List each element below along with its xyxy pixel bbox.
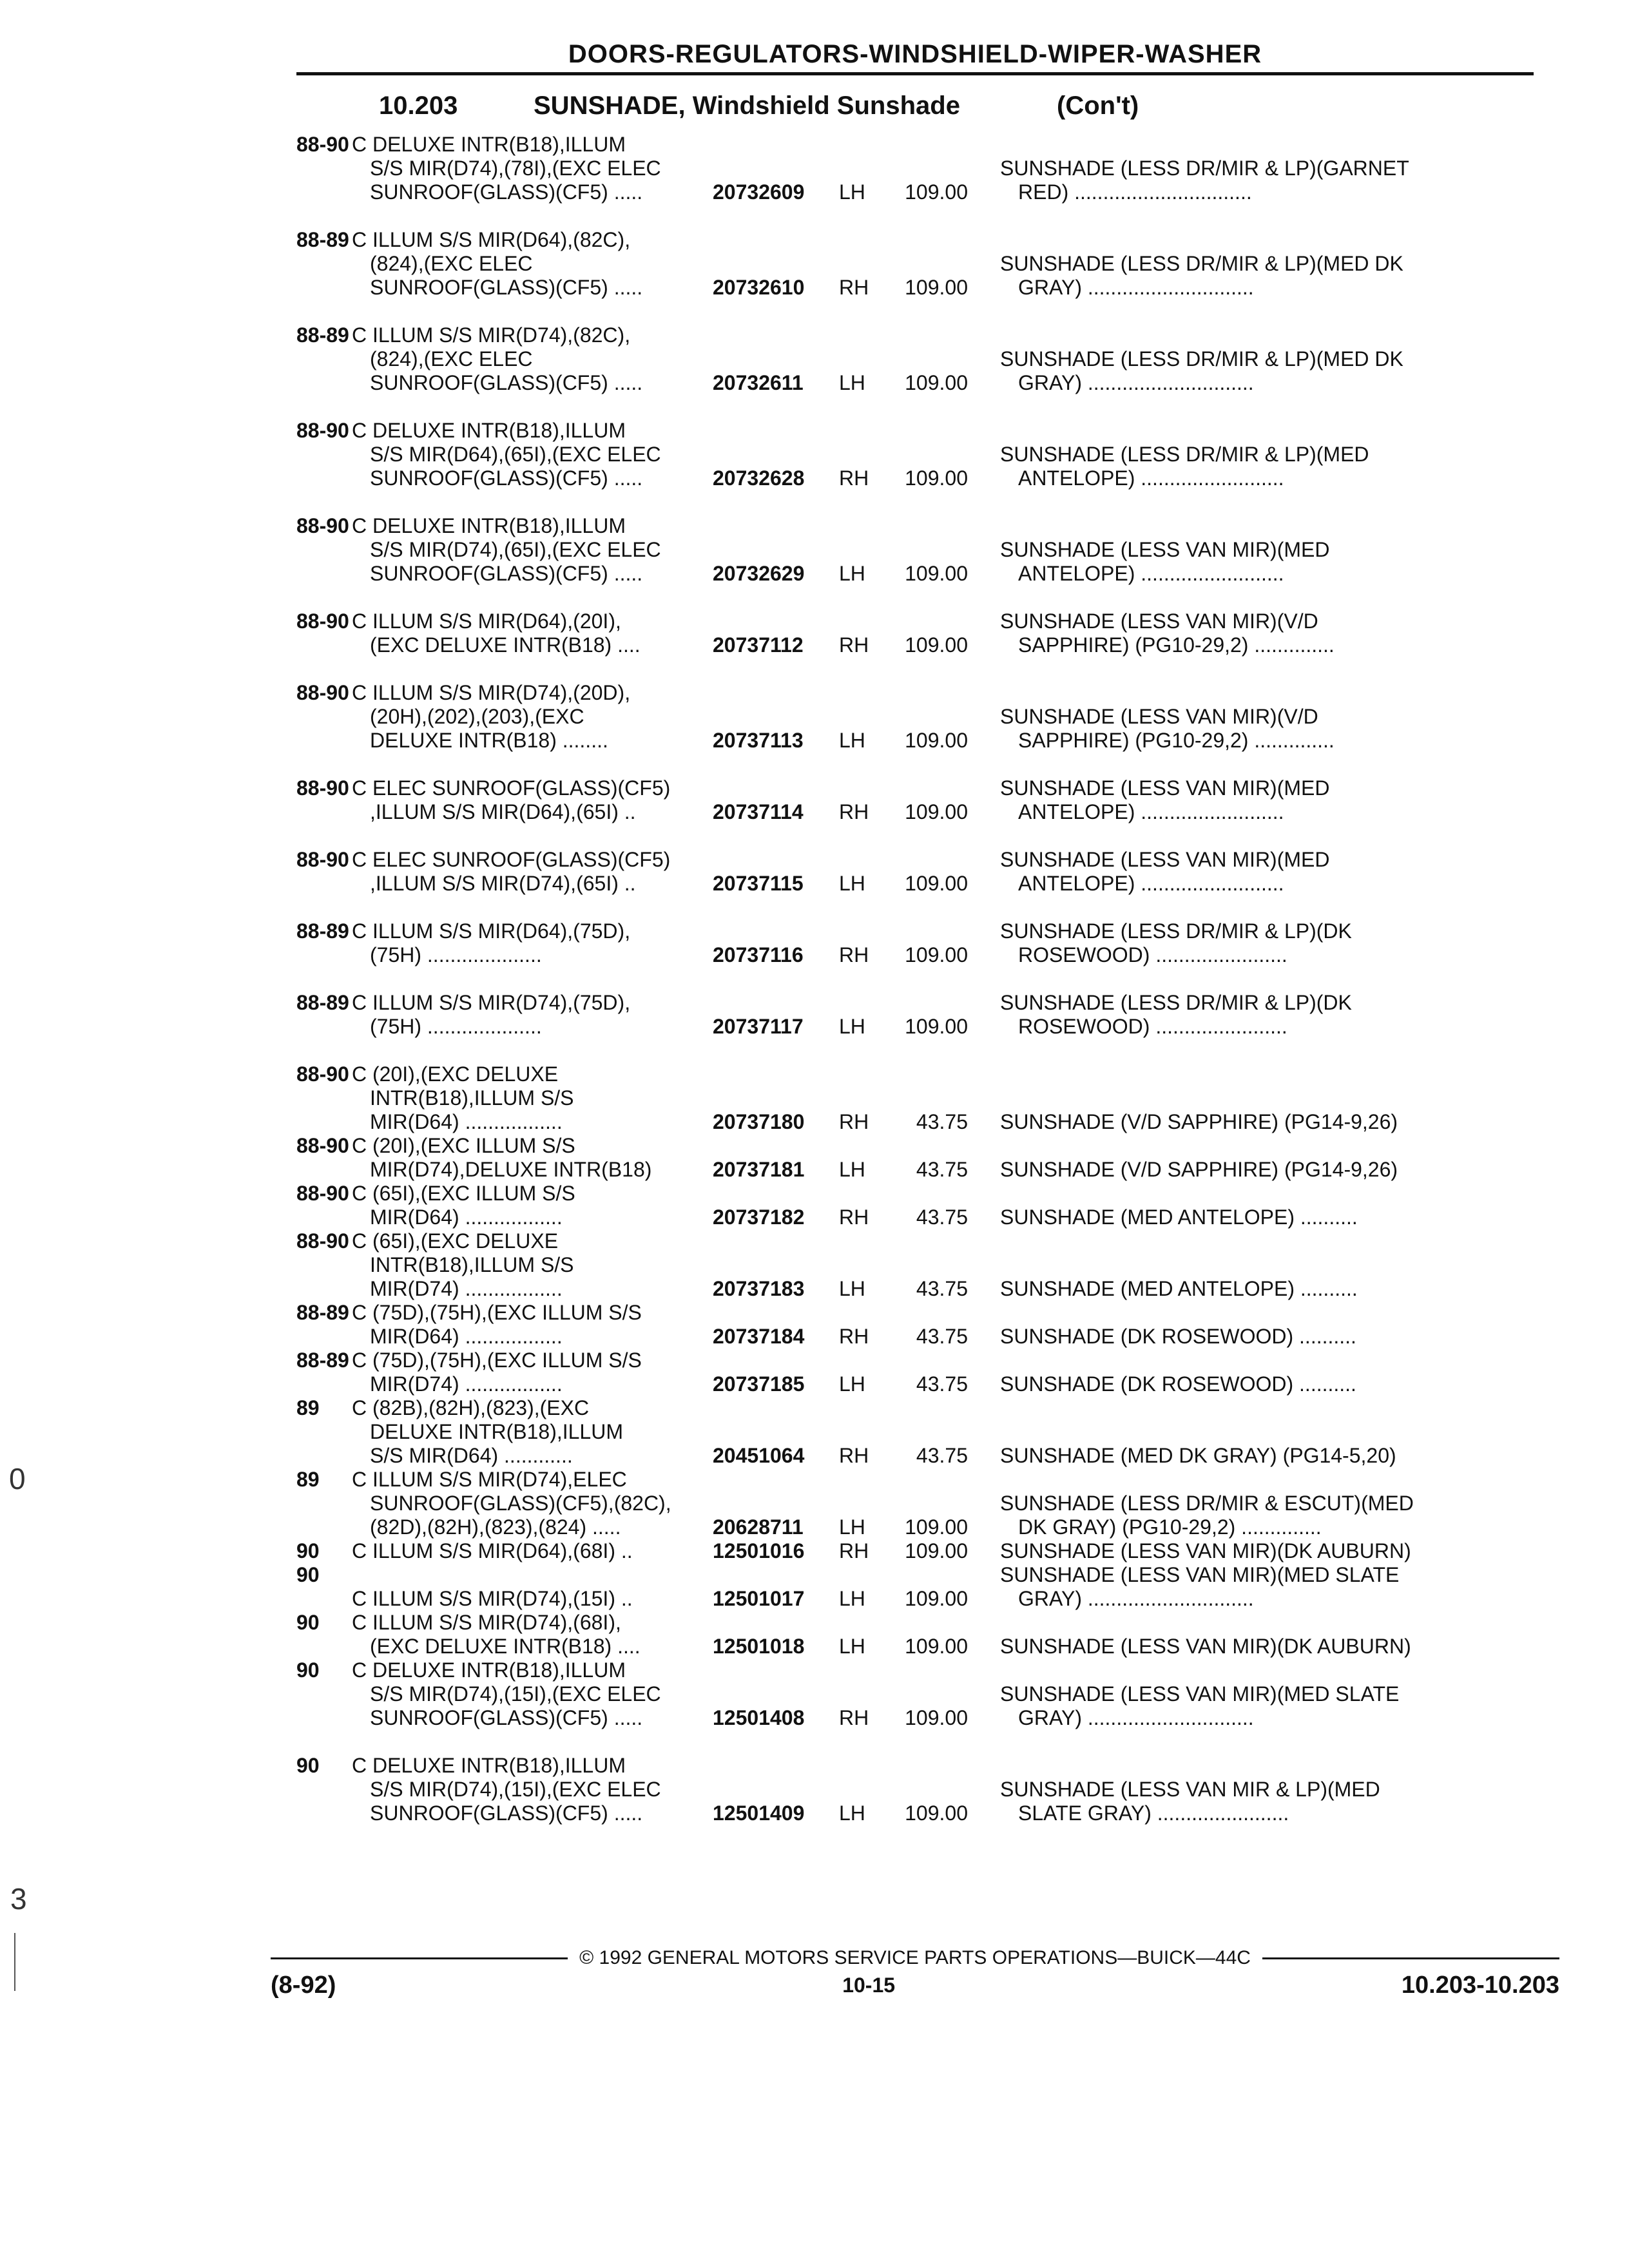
parts-row — [296, 1349, 1559, 1396]
part-number: 20737115 — [713, 872, 804, 895]
price: 109.00 — [905, 633, 968, 657]
usage-line: C ILLUM S/S MIR(D74),(20D), — [352, 681, 631, 704]
part-name-line: ROSEWOOD) ....................... — [1018, 943, 1287, 966]
usage-description — [352, 419, 713, 490]
part-name-line: ANTELOPE) ......................... — [1018, 872, 1284, 895]
price: 43.75 — [916, 1158, 968, 1181]
part-name-line: SUNSHADE (DK ROSEWOOD) .......... — [1000, 1325, 1356, 1348]
usage-description — [352, 848, 713, 896]
usage-line: INTR(B18),ILLUM S/S — [370, 1086, 574, 1110]
part-number: 12501409 — [713, 1802, 805, 1825]
usage-line: (75H) .................... — [370, 943, 542, 966]
price: 109.00 — [905, 1706, 968, 1729]
usage-line: C ILLUM S/S MIR(D74),(68I), — [352, 1611, 621, 1634]
parts-row — [296, 1229, 1559, 1301]
usage-description — [352, 991, 713, 1039]
side: LH — [839, 872, 865, 895]
part-number: 20737113 — [713, 729, 804, 752]
price: 109.00 — [905, 1515, 968, 1539]
usage-description — [352, 1539, 713, 1563]
part-number: 20737114 — [713, 800, 804, 823]
part-name-line: SUNSHADE (MED ANTELOPE) .......... — [1000, 1206, 1358, 1229]
usage-description — [352, 514, 713, 586]
usage-description — [352, 1396, 713, 1468]
usage-line: C ELEC SUNROOF(GLASS)(CF5) — [352, 848, 671, 871]
part-number: 12501017 — [713, 1587, 805, 1610]
parts-row — [296, 1539, 1559, 1563]
part-name-line: ANTELOPE) ......................... — [1018, 562, 1284, 585]
usage-line: S/S MIR(D64) ............ — [370, 1444, 573, 1467]
model-years: 90 — [296, 1754, 320, 1777]
side: RH — [839, 1706, 869, 1729]
part-number: 20732629 — [713, 562, 805, 585]
usage-description — [352, 1611, 713, 1658]
usage-line: ,ILLUM S/S MIR(D64),(65I) .. — [370, 800, 636, 823]
margin-mark-3: 3 — [10, 1882, 27, 1916]
price: 43.75 — [916, 1372, 968, 1396]
side: RH — [839, 1325, 869, 1348]
part-name-line: SUNSHADE (V/D SAPPHIRE) (PG14-9,26) — [1000, 1110, 1398, 1133]
parts-row — [296, 323, 1559, 395]
side: LH — [839, 1635, 865, 1658]
part-number: 20737184 — [713, 1325, 805, 1348]
usage-description — [352, 1658, 713, 1730]
part-name — [968, 1635, 1559, 1658]
part-name-line: GRAY) ............................. — [1018, 371, 1254, 394]
parts-row — [296, 133, 1559, 204]
part-number: 20732609 — [713, 180, 805, 204]
part-name — [968, 1682, 1559, 1730]
price: 109.00 — [905, 466, 968, 490]
side: LH — [839, 371, 865, 394]
part-name — [968, 1110, 1559, 1134]
part-name-line: SUNSHADE (LESS DR/MIR & LP)(DK — [1000, 991, 1352, 1014]
parts-row — [296, 848, 1559, 896]
part-number: 20737185 — [713, 1372, 805, 1396]
model-years: 88-90 — [296, 1134, 349, 1157]
price: 43.75 — [916, 1325, 968, 1348]
usage-line: C (82B),(82H),(823),(EXC — [352, 1396, 590, 1419]
model-years: 88-90 — [296, 1229, 349, 1253]
parts-row — [296, 776, 1559, 824]
side: LH — [839, 1802, 865, 1825]
parts-row — [296, 1062, 1559, 1134]
part-name — [968, 538, 1559, 586]
usage-line: C ILLUM S/S MIR(D64),(68I) .. — [352, 1539, 633, 1562]
side: RH — [839, 1110, 869, 1133]
usage-line: MIR(D64) ................. — [370, 1325, 563, 1348]
side: LH — [839, 1587, 865, 1610]
usage-line: DELUXE INTR(B18),ILLUM — [370, 1420, 623, 1443]
usage-line: MIR(D64) ................. — [370, 1110, 563, 1133]
usage-line: C ILLUM S/S MIR(D74),(15I) .. — [352, 1587, 633, 1610]
usage-description — [352, 681, 713, 753]
page-footer — [271, 1947, 1559, 1999]
usage-line: (82D),(82H),(823),(824) ..... — [370, 1515, 621, 1539]
usage-description — [352, 610, 713, 657]
usage-description — [352, 1587, 713, 1611]
side: RH — [839, 1206, 869, 1229]
part-number: 20737182 — [713, 1206, 805, 1229]
model-years: 88-89 — [296, 228, 349, 251]
part-name-line: SUNSHADE (LESS VAN MIR)(MED — [1000, 538, 1330, 561]
footer-page-number: 10-15 — [842, 1974, 896, 1997]
usage-line: MIR(D74) ................. — [370, 1372, 563, 1396]
usage-line: S/S MIR(D74),(15I),(EXC ELEC — [370, 1682, 661, 1706]
parts-row — [296, 681, 1559, 753]
part-name-line: SUNSHADE (LESS VAN MIR)(V/D — [1000, 705, 1318, 728]
model-years: 90 — [296, 1563, 320, 1586]
part-name-line: ROSEWOOD) ....................... — [1018, 1015, 1287, 1038]
part-name — [968, 157, 1559, 204]
part-name-line: SUNSHADE (LESS VAN MIR)(DK AUBURN) — [1000, 1635, 1411, 1658]
usage-description — [352, 1754, 713, 1825]
price: 109.00 — [905, 1015, 968, 1038]
part-name-line: SUNSHADE (LESS VAN MIR)(MED — [1000, 776, 1330, 800]
side: LH — [839, 1372, 865, 1396]
usage-line: C (75D),(75H),(EXC ILLUM S/S — [352, 1301, 642, 1324]
parts-row — [296, 1611, 1559, 1658]
usage-line: C DELUXE INTR(B18),ILLUM — [352, 1658, 626, 1682]
usage-line: C (20I),(EXC DELUXE — [352, 1062, 559, 1086]
part-name — [968, 443, 1559, 490]
part-name-line: SLATE GRAY) ....................... — [1018, 1802, 1289, 1825]
usage-line: SUNROOF(GLASS)(CF5),(82C), — [370, 1492, 671, 1515]
part-name — [968, 252, 1559, 300]
parts-list — [296, 133, 1559, 1849]
usage-line: C ELEC SUNROOF(GLASS)(CF5) — [352, 776, 671, 800]
usage-description — [352, 1062, 713, 1134]
part-name-line: GRAY) ............................. — [1018, 276, 1254, 299]
side: RH — [839, 1539, 869, 1562]
usage-line: C ILLUM S/S MIR(D74),(82C), — [352, 323, 631, 347]
usage-line: C DELUXE INTR(B18),ILLUM — [352, 419, 626, 442]
price: 109.00 — [905, 729, 968, 752]
part-name-line: SUNSHADE (V/D SAPPHIRE) (PG14-9,26) — [1000, 1158, 1398, 1181]
section-number: 10.203 — [379, 91, 458, 120]
usage-line: C ILLUM S/S MIR(D64),(20I), — [352, 610, 621, 633]
part-number: 20737180 — [713, 1110, 805, 1133]
header-rule — [296, 72, 1534, 75]
parts-row — [296, 1658, 1559, 1730]
side: RH — [839, 1444, 869, 1467]
usage-line: (75H) .................... — [370, 1015, 542, 1038]
usage-line: DELUXE INTR(B18) ........ — [370, 729, 608, 752]
usage-line: (EXC DELUXE INTR(B18) .... — [370, 633, 641, 657]
side: RH — [839, 466, 869, 490]
price: 109.00 — [905, 276, 968, 299]
part-name — [968, 1372, 1559, 1396]
part-number: 12501408 — [713, 1706, 805, 1729]
parts-row — [296, 1468, 1559, 1539]
side: LH — [839, 1515, 865, 1539]
usage-line: S/S MIR(D74),(78I),(EXC ELEC — [370, 157, 661, 180]
usage-description — [352, 1229, 713, 1301]
part-name-line: GRAY) ............................. — [1018, 1587, 1254, 1610]
part-name-line: SAPPHIRE) (PG10-29,2) .............. — [1018, 729, 1335, 752]
usage-line: ,ILLUM S/S MIR(D74),(65I) .. — [370, 872, 636, 895]
price: 109.00 — [905, 1587, 968, 1610]
parts-row — [296, 610, 1559, 657]
usage-description — [352, 1134, 713, 1182]
usage-line: SUNROOF(GLASS)(CF5) ..... — [370, 1802, 643, 1825]
part-number: 20732610 — [713, 276, 805, 299]
model-years: 88-89 — [296, 323, 349, 347]
part-name-line: SUNSHADE (DK ROSEWOOD) .......... — [1000, 1372, 1356, 1396]
usage-line: S/S MIR(D74),(65I),(EXC ELEC — [370, 538, 661, 561]
part-name-line: SUNSHADE (LESS VAN MIR)(MED SLATE — [1000, 1563, 1400, 1586]
model-years: 90 — [296, 1539, 320, 1562]
model-years: 90 — [296, 1658, 320, 1682]
footer-rule-left — [271, 1957, 568, 1959]
usage-line: SUNROOF(GLASS)(CF5) ..... — [370, 276, 643, 299]
model-years: 88-90 — [296, 681, 349, 704]
usage-description — [352, 1349, 713, 1396]
model-years: 90 — [296, 1611, 320, 1634]
price: 109.00 — [905, 943, 968, 966]
part-name — [968, 347, 1559, 395]
section-title: SUNSHADE, Windshield Sunshade — [534, 91, 960, 120]
price: 109.00 — [905, 1539, 968, 1562]
price: 109.00 — [905, 562, 968, 585]
page-title: DOORS-REGULATORS-WINDSHIELD-WIPER-WASHER — [568, 40, 1262, 68]
usage-description — [352, 1301, 713, 1349]
model-years: 88-90 — [296, 848, 349, 871]
parts-row — [296, 1301, 1559, 1349]
part-number: 20732628 — [713, 466, 805, 490]
usage-line: MIR(D64) ................. — [370, 1206, 563, 1229]
model-years: 89 — [296, 1468, 320, 1491]
parts-row — [296, 228, 1559, 300]
price: 109.00 — [905, 1802, 968, 1825]
part-name-line: SUNSHADE (LESS DR/MIR & LP)(GARNET — [1000, 157, 1409, 180]
part-name-line: RED) ............................... — [1018, 180, 1252, 204]
side: RH — [839, 276, 869, 299]
margin-line — [14, 1933, 15, 1991]
part-name-line: SUNSHADE (LESS VAN MIR)(DK AUBURN) — [1000, 1539, 1411, 1562]
price: 109.00 — [905, 180, 968, 204]
part-name — [968, 1492, 1559, 1539]
part-number: 20737183 — [713, 1277, 805, 1300]
side: LH — [839, 180, 865, 204]
usage-description — [352, 1182, 713, 1229]
model-years: 88-89 — [296, 991, 349, 1014]
parts-row — [296, 1754, 1559, 1825]
part-name — [968, 1277, 1559, 1301]
part-name-line: SUNSHADE (LESS VAN MIR)(MED SLATE — [1000, 1682, 1400, 1706]
part-name-line: SUNSHADE (MED ANTELOPE) .......... — [1000, 1277, 1358, 1300]
usage-line: C DELUXE INTR(B18),ILLUM — [352, 133, 626, 156]
parts-row — [296, 419, 1559, 490]
usage-description — [352, 919, 713, 967]
parts-row — [296, 1563, 1559, 1611]
usage-line: C ILLUM S/S MIR(D74),ELEC — [352, 1468, 627, 1491]
part-name-line: SUNSHADE (LESS DR/MIR & LP)(MED — [1000, 443, 1369, 466]
part-name-line: SUNSHADE (LESS VAN MIR & LP)(MED — [1000, 1778, 1380, 1801]
model-years: 88-90 — [296, 1062, 349, 1086]
part-name-line: SUNSHADE (LESS VAN MIR)(MED — [1000, 848, 1330, 871]
usage-description — [352, 776, 713, 824]
part-name-line: SUNSHADE (LESS DR/MIR & LP)(MED DK — [1000, 347, 1403, 370]
part-name — [968, 1539, 1559, 1563]
part-name — [968, 919, 1559, 967]
part-number: 20737116 — [713, 943, 804, 966]
part-name-line: SUNSHADE (LESS DR/MIR & ESCUT)(MED — [1000, 1492, 1414, 1515]
usage-line: MIR(D74) ................. — [370, 1277, 563, 1300]
parts-row — [296, 1396, 1559, 1468]
model-years: 88-90 — [296, 776, 349, 800]
usage-line: (824),(EXC ELEC — [370, 252, 533, 275]
usage-line: SUNROOF(GLASS)(CF5) ..... — [370, 180, 643, 204]
page-header — [296, 37, 1534, 75]
part-name — [968, 776, 1559, 824]
part-name — [968, 1325, 1559, 1349]
usage-description — [352, 133, 713, 204]
price: 43.75 — [916, 1444, 968, 1467]
part-name-line: ANTELOPE) ......................... — [1018, 800, 1284, 823]
section-cont: (Con't) — [1057, 91, 1139, 120]
price: 43.75 — [916, 1110, 968, 1133]
side: RH — [839, 943, 869, 966]
side: LH — [839, 562, 865, 585]
usage-description — [352, 1468, 713, 1539]
part-name-line: DK GRAY) (PG10-29,2) .............. — [1018, 1515, 1322, 1539]
part-number: 20628711 — [713, 1515, 804, 1539]
part-name — [968, 1778, 1559, 1825]
parts-row — [296, 919, 1559, 967]
parts-row — [296, 1134, 1559, 1182]
usage-line: MIR(D74),DELUXE INTR(B18) — [370, 1158, 652, 1181]
side: RH — [839, 800, 869, 823]
part-name-line: SAPPHIRE) (PG10-29,2) .............. — [1018, 633, 1335, 657]
usage-line: C DELUXE INTR(B18),ILLUM — [352, 1754, 626, 1777]
parts-row — [296, 514, 1559, 586]
usage-line: SUNROOF(GLASS)(CF5) ..... — [370, 1706, 643, 1729]
usage-line: C (65I),(EXC DELUXE — [352, 1229, 559, 1253]
usage-description — [352, 228, 713, 300]
price: 109.00 — [905, 800, 968, 823]
part-name-line: GRAY) ............................. — [1018, 1706, 1254, 1729]
part-name — [968, 1563, 1559, 1611]
usage-line: SUNROOF(GLASS)(CF5) ..... — [370, 371, 643, 394]
part-number: 12501016 — [713, 1539, 805, 1562]
model-years: 88-90 — [296, 133, 349, 156]
model-years: 88-90 — [296, 419, 349, 442]
usage-line: S/S MIR(D64),(65I),(EXC ELEC — [370, 443, 661, 466]
usage-line: C (20I),(EXC ILLUM S/S — [352, 1134, 575, 1157]
model-years: 89 — [296, 1396, 320, 1419]
side: LH — [839, 1277, 865, 1300]
part-name-line: SUNSHADE (LESS DR/MIR & LP)(MED DK — [1000, 252, 1403, 275]
model-years: 88-89 — [296, 919, 349, 943]
price: 109.00 — [905, 872, 968, 895]
part-name — [968, 610, 1559, 657]
price: 43.75 — [916, 1206, 968, 1229]
side: LH — [839, 1158, 865, 1181]
usage-line: (EXC DELUXE INTR(B18) .... — [370, 1635, 641, 1658]
part-name-line: SUNSHADE (MED DK GRAY) (PG14-5,20) — [1000, 1444, 1396, 1467]
part-name — [968, 1206, 1559, 1229]
part-name — [968, 1444, 1559, 1468]
usage-line: C ILLUM S/S MIR(D74),(75D), — [352, 991, 631, 1014]
usage-line: C (65I),(EXC ILLUM S/S — [352, 1182, 575, 1205]
usage-line: C ILLUM S/S MIR(D64),(75D), — [352, 919, 631, 943]
usage-line: SUNROOF(GLASS)(CF5) ..... — [370, 466, 643, 490]
usage-line: C DELUXE INTR(B18),ILLUM — [352, 514, 626, 537]
model-years: 88-90 — [296, 1182, 349, 1205]
parts-row — [296, 1182, 1559, 1229]
usage-line: (20H),(202),(203),(EXC — [370, 705, 584, 728]
part-name-line: SUNSHADE (LESS VAN MIR)(V/D — [1000, 610, 1318, 633]
price: 109.00 — [905, 1635, 968, 1658]
part-name-line: ANTELOPE) ......................... — [1018, 466, 1284, 490]
usage-line: S/S MIR(D74),(15I),(EXC ELEC — [370, 1778, 661, 1801]
part-number: 20737112 — [713, 633, 804, 657]
part-number: 20451064 — [713, 1444, 805, 1467]
footer-copyright: © 1992 GENERAL MOTORS SERVICE PARTS OPERATIONS—BUICK—44C — [579, 1947, 1251, 1968]
part-name — [968, 1158, 1559, 1182]
model-years: 88-89 — [296, 1349, 349, 1372]
usage-line: SUNROOF(GLASS)(CF5) ..... — [370, 562, 643, 585]
usage-line: C (75D),(75H),(EXC ILLUM S/S — [352, 1349, 642, 1372]
price: 43.75 — [916, 1277, 968, 1300]
side: LH — [839, 729, 865, 752]
part-number: 20737181 — [713, 1158, 805, 1181]
model-years: 88-90 — [296, 610, 349, 633]
usage-line: (824),(EXC ELEC — [370, 347, 533, 370]
model-years: 88-90 — [296, 514, 349, 537]
part-name — [968, 705, 1559, 753]
part-name — [968, 848, 1559, 896]
model-years: 88-89 — [296, 1301, 349, 1324]
usage-line: INTR(B18),ILLUM S/S — [370, 1253, 574, 1276]
parts-row — [296, 991, 1559, 1039]
side: RH — [839, 633, 869, 657]
price: 109.00 — [905, 371, 968, 394]
part-number: 20737117 — [713, 1015, 804, 1038]
part-number: 12501018 — [713, 1635, 805, 1658]
part-name — [968, 991, 1559, 1039]
part-number: 20732611 — [713, 371, 804, 394]
usage-line: C ILLUM S/S MIR(D64),(82C), — [352, 228, 631, 251]
part-name-line: SUNSHADE (LESS DR/MIR & LP)(DK — [1000, 919, 1352, 943]
margin-mark-0: 0 — [9, 1462, 26, 1495]
side: LH — [839, 1015, 865, 1038]
footer-section-range: 10.203-10.203 — [1401, 1972, 1559, 1999]
footer-date: (8-92) — [271, 1972, 336, 1999]
usage-description — [352, 323, 713, 395]
footer-rule-right — [1262, 1957, 1559, 1959]
